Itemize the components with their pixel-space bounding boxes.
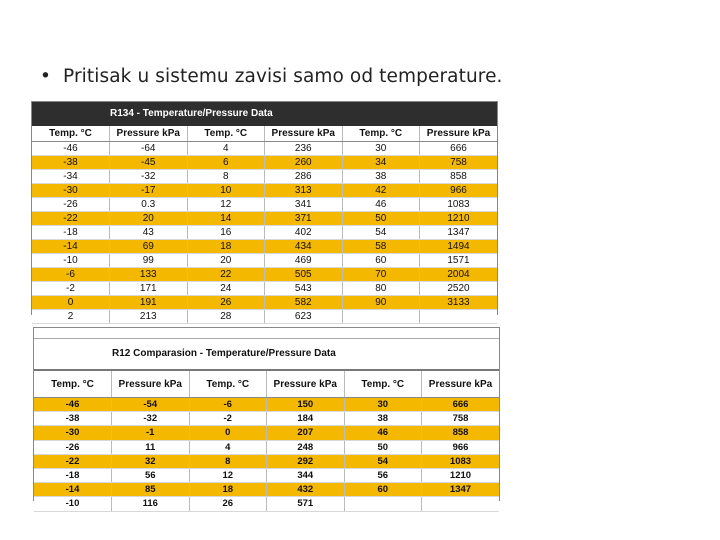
table-header-row: [34, 371, 499, 398]
table-cell: -32: [112, 412, 190, 426]
table-cell: 0: [32, 296, 110, 310]
column-header: Pressure kPa: [265, 126, 343, 142]
r134-table-title: R134 - Temperature/Pressure Data: [32, 102, 497, 126]
table-cell: -1: [112, 426, 190, 440]
table-cell: 623: [265, 310, 343, 324]
table-row: [34, 398, 499, 412]
table-cell: 666: [422, 398, 500, 412]
table-cell: 582: [265, 296, 343, 310]
table-cell: -14: [32, 240, 110, 254]
table-row: [32, 310, 497, 324]
table-cell: 38: [342, 170, 420, 184]
table-cell: 116: [112, 497, 190, 511]
r12-data-grid: [34, 371, 499, 512]
table-cell: 24: [187, 282, 265, 296]
table-cell: -2: [32, 282, 110, 296]
table-cell: 60: [342, 254, 420, 268]
table-cell: 12: [189, 468, 267, 482]
table-row: [34, 454, 499, 468]
table-cell: -17: [110, 184, 188, 198]
table-cell: 60: [344, 483, 422, 497]
table-cell: 54: [344, 454, 422, 468]
bullet-text-line: [40, 66, 503, 87]
table-cell: 38: [344, 412, 422, 426]
column-header: Temp. °C: [189, 371, 267, 398]
bullet-text: Pritisak u sistemu zavisi samo od temperature.: [63, 66, 503, 87]
table-row: [32, 156, 497, 170]
table-cell: 28: [187, 310, 265, 324]
column-header: Temp. °C: [187, 126, 265, 142]
table-cell: 758: [420, 156, 498, 170]
table-cell: 1083: [420, 198, 498, 212]
table-cell: [342, 310, 420, 324]
table-cell: 1347: [420, 226, 498, 240]
table-cell: 1210: [420, 212, 498, 226]
table-cell: -2: [189, 412, 267, 426]
table-row: [32, 240, 497, 254]
table-cell: 50: [344, 440, 422, 454]
table-cell: 46: [344, 426, 422, 440]
table-row: [32, 198, 497, 212]
table-cell: 371: [265, 212, 343, 226]
table-cell: 18: [189, 483, 267, 497]
table-cell: 56: [344, 468, 422, 482]
table-cell: 184: [267, 412, 345, 426]
table-cell: 966: [420, 184, 498, 198]
table-cell: 30: [344, 398, 422, 412]
table-cell: 4: [189, 440, 267, 454]
table-cell: 8: [187, 170, 265, 184]
table-row: [34, 468, 499, 482]
table-cell: 34: [342, 156, 420, 170]
table-cell: 2: [32, 310, 110, 324]
table-cell: 30: [342, 142, 420, 156]
table-cell: 18: [187, 240, 265, 254]
table-cell: -46: [34, 398, 112, 412]
table-row: [34, 426, 499, 440]
table-cell: 1347: [422, 483, 500, 497]
table-cell: 56: [112, 468, 190, 482]
table-cell: -38: [32, 156, 110, 170]
table-cell: 1210: [422, 468, 500, 482]
table-row: [32, 254, 497, 268]
table-cell: 434: [265, 240, 343, 254]
table-cell: 1571: [420, 254, 498, 268]
table-cell: 10: [187, 184, 265, 198]
table-cell: 42: [342, 184, 420, 198]
table-row: [34, 497, 499, 511]
table-cell: 1083: [422, 454, 500, 468]
table-cell: [344, 497, 422, 511]
column-header: Pressure kPa: [110, 126, 188, 142]
table-cell: 80: [342, 282, 420, 296]
table-cell: 236: [265, 142, 343, 156]
table-cell: -10: [32, 254, 110, 268]
column-header: Pressure kPa: [267, 371, 345, 398]
table-cell: 313: [265, 184, 343, 198]
table-cell: -22: [32, 212, 110, 226]
table-row: [32, 212, 497, 226]
table-cell: -54: [112, 398, 190, 412]
table-cell: -30: [34, 426, 112, 440]
table-cell: 0: [189, 426, 267, 440]
r12-table: [33, 327, 500, 510]
table-row: [32, 226, 497, 240]
table-cell: 22: [187, 268, 265, 282]
table-row: [32, 296, 497, 310]
table-cell: 58: [342, 240, 420, 254]
table-cell: 99: [110, 254, 188, 268]
table-cell: -6: [32, 268, 110, 282]
table-cell: 571: [267, 497, 345, 511]
table-cell: 207: [267, 426, 345, 440]
table-row: [32, 268, 497, 282]
table-cell: 3133: [420, 296, 498, 310]
table-cell: -14: [34, 483, 112, 497]
table-cell: -10: [34, 497, 112, 511]
table-cell: 505: [265, 268, 343, 282]
column-header: Temp. °C: [32, 126, 110, 142]
bullet-icon: •: [40, 66, 52, 87]
table-cell: -30: [32, 184, 110, 198]
table-row: [34, 412, 499, 426]
table-cell: 50: [342, 212, 420, 226]
table-cell: 85: [112, 483, 190, 497]
table-header-row: [32, 126, 497, 142]
r134-table: [31, 101, 498, 322]
table-cell: 858: [422, 426, 500, 440]
column-header: Temp. °C: [34, 371, 112, 398]
table-cell: 666: [420, 142, 498, 156]
table-cell: 70: [342, 268, 420, 282]
table-cell: 26: [187, 296, 265, 310]
table-cell: 191: [110, 296, 188, 310]
table-row: [32, 282, 497, 296]
table-cell: 6: [187, 156, 265, 170]
table-cell: 344: [267, 468, 345, 482]
table-cell: 32: [112, 454, 190, 468]
table-cell: -46: [32, 142, 110, 156]
table-row: [34, 483, 499, 497]
table-cell: 43: [110, 226, 188, 240]
table-cell: 133: [110, 268, 188, 282]
table-row: [32, 170, 497, 184]
table-cell: 16: [187, 226, 265, 240]
table-cell: -18: [32, 226, 110, 240]
table-cell: 260: [265, 156, 343, 170]
column-header: Pressure kPa: [422, 371, 500, 398]
table-cell: 286: [265, 170, 343, 184]
table-cell: 12: [187, 198, 265, 212]
table-cell: 292: [267, 454, 345, 468]
table-cell: -64: [110, 142, 188, 156]
table-cell: -22: [34, 454, 112, 468]
table-cell: -38: [34, 412, 112, 426]
table-row: [32, 142, 497, 156]
table-cell: 2004: [420, 268, 498, 282]
table-row: [32, 184, 497, 198]
table-cell: -26: [32, 198, 110, 212]
table-cell: 0.3: [110, 198, 188, 212]
table-cell: 758: [422, 412, 500, 426]
table-cell: 14: [187, 212, 265, 226]
table-cell: -45: [110, 156, 188, 170]
table-cell: -34: [32, 170, 110, 184]
table-cell: -6: [189, 398, 267, 412]
table-cell: 543: [265, 282, 343, 296]
r134-data-grid: [32, 126, 497, 324]
table-cell: [422, 497, 500, 511]
column-header: Temp. °C: [344, 371, 422, 398]
table-cell: 54: [342, 226, 420, 240]
table-top-spacer: [34, 328, 499, 339]
table-cell: 26: [189, 497, 267, 511]
table-row: [34, 440, 499, 454]
table-cell: 341: [265, 198, 343, 212]
table-cell: [420, 310, 498, 324]
table-cell: 966: [422, 440, 500, 454]
table-cell: 2520: [420, 282, 498, 296]
table-cell: 4: [187, 142, 265, 156]
r12-table-title: R12 Comparasion - Temperature/Pressure Data: [34, 339, 499, 371]
table-cell: 8: [189, 454, 267, 468]
table-cell: 46: [342, 198, 420, 212]
table-cell: 248: [267, 440, 345, 454]
table-cell: 432: [267, 483, 345, 497]
column-header: Temp. °C: [342, 126, 420, 142]
table-cell: 858: [420, 170, 498, 184]
table-cell: 11: [112, 440, 190, 454]
column-header: Pressure kPa: [420, 126, 498, 142]
table-cell: 20: [187, 254, 265, 268]
table-cell: 20: [110, 212, 188, 226]
table-cell: -18: [34, 468, 112, 482]
table-cell: 69: [110, 240, 188, 254]
column-header: Pressure kPa: [112, 371, 190, 398]
table-cell: 213: [110, 310, 188, 324]
table-cell: 469: [265, 254, 343, 268]
table-cell: -32: [110, 170, 188, 184]
table-cell: -26: [34, 440, 112, 454]
table-cell: 402: [265, 226, 343, 240]
table-cell: 90: [342, 296, 420, 310]
table-cell: 171: [110, 282, 188, 296]
table-cell: 150: [267, 398, 345, 412]
table-cell: 1494: [420, 240, 498, 254]
